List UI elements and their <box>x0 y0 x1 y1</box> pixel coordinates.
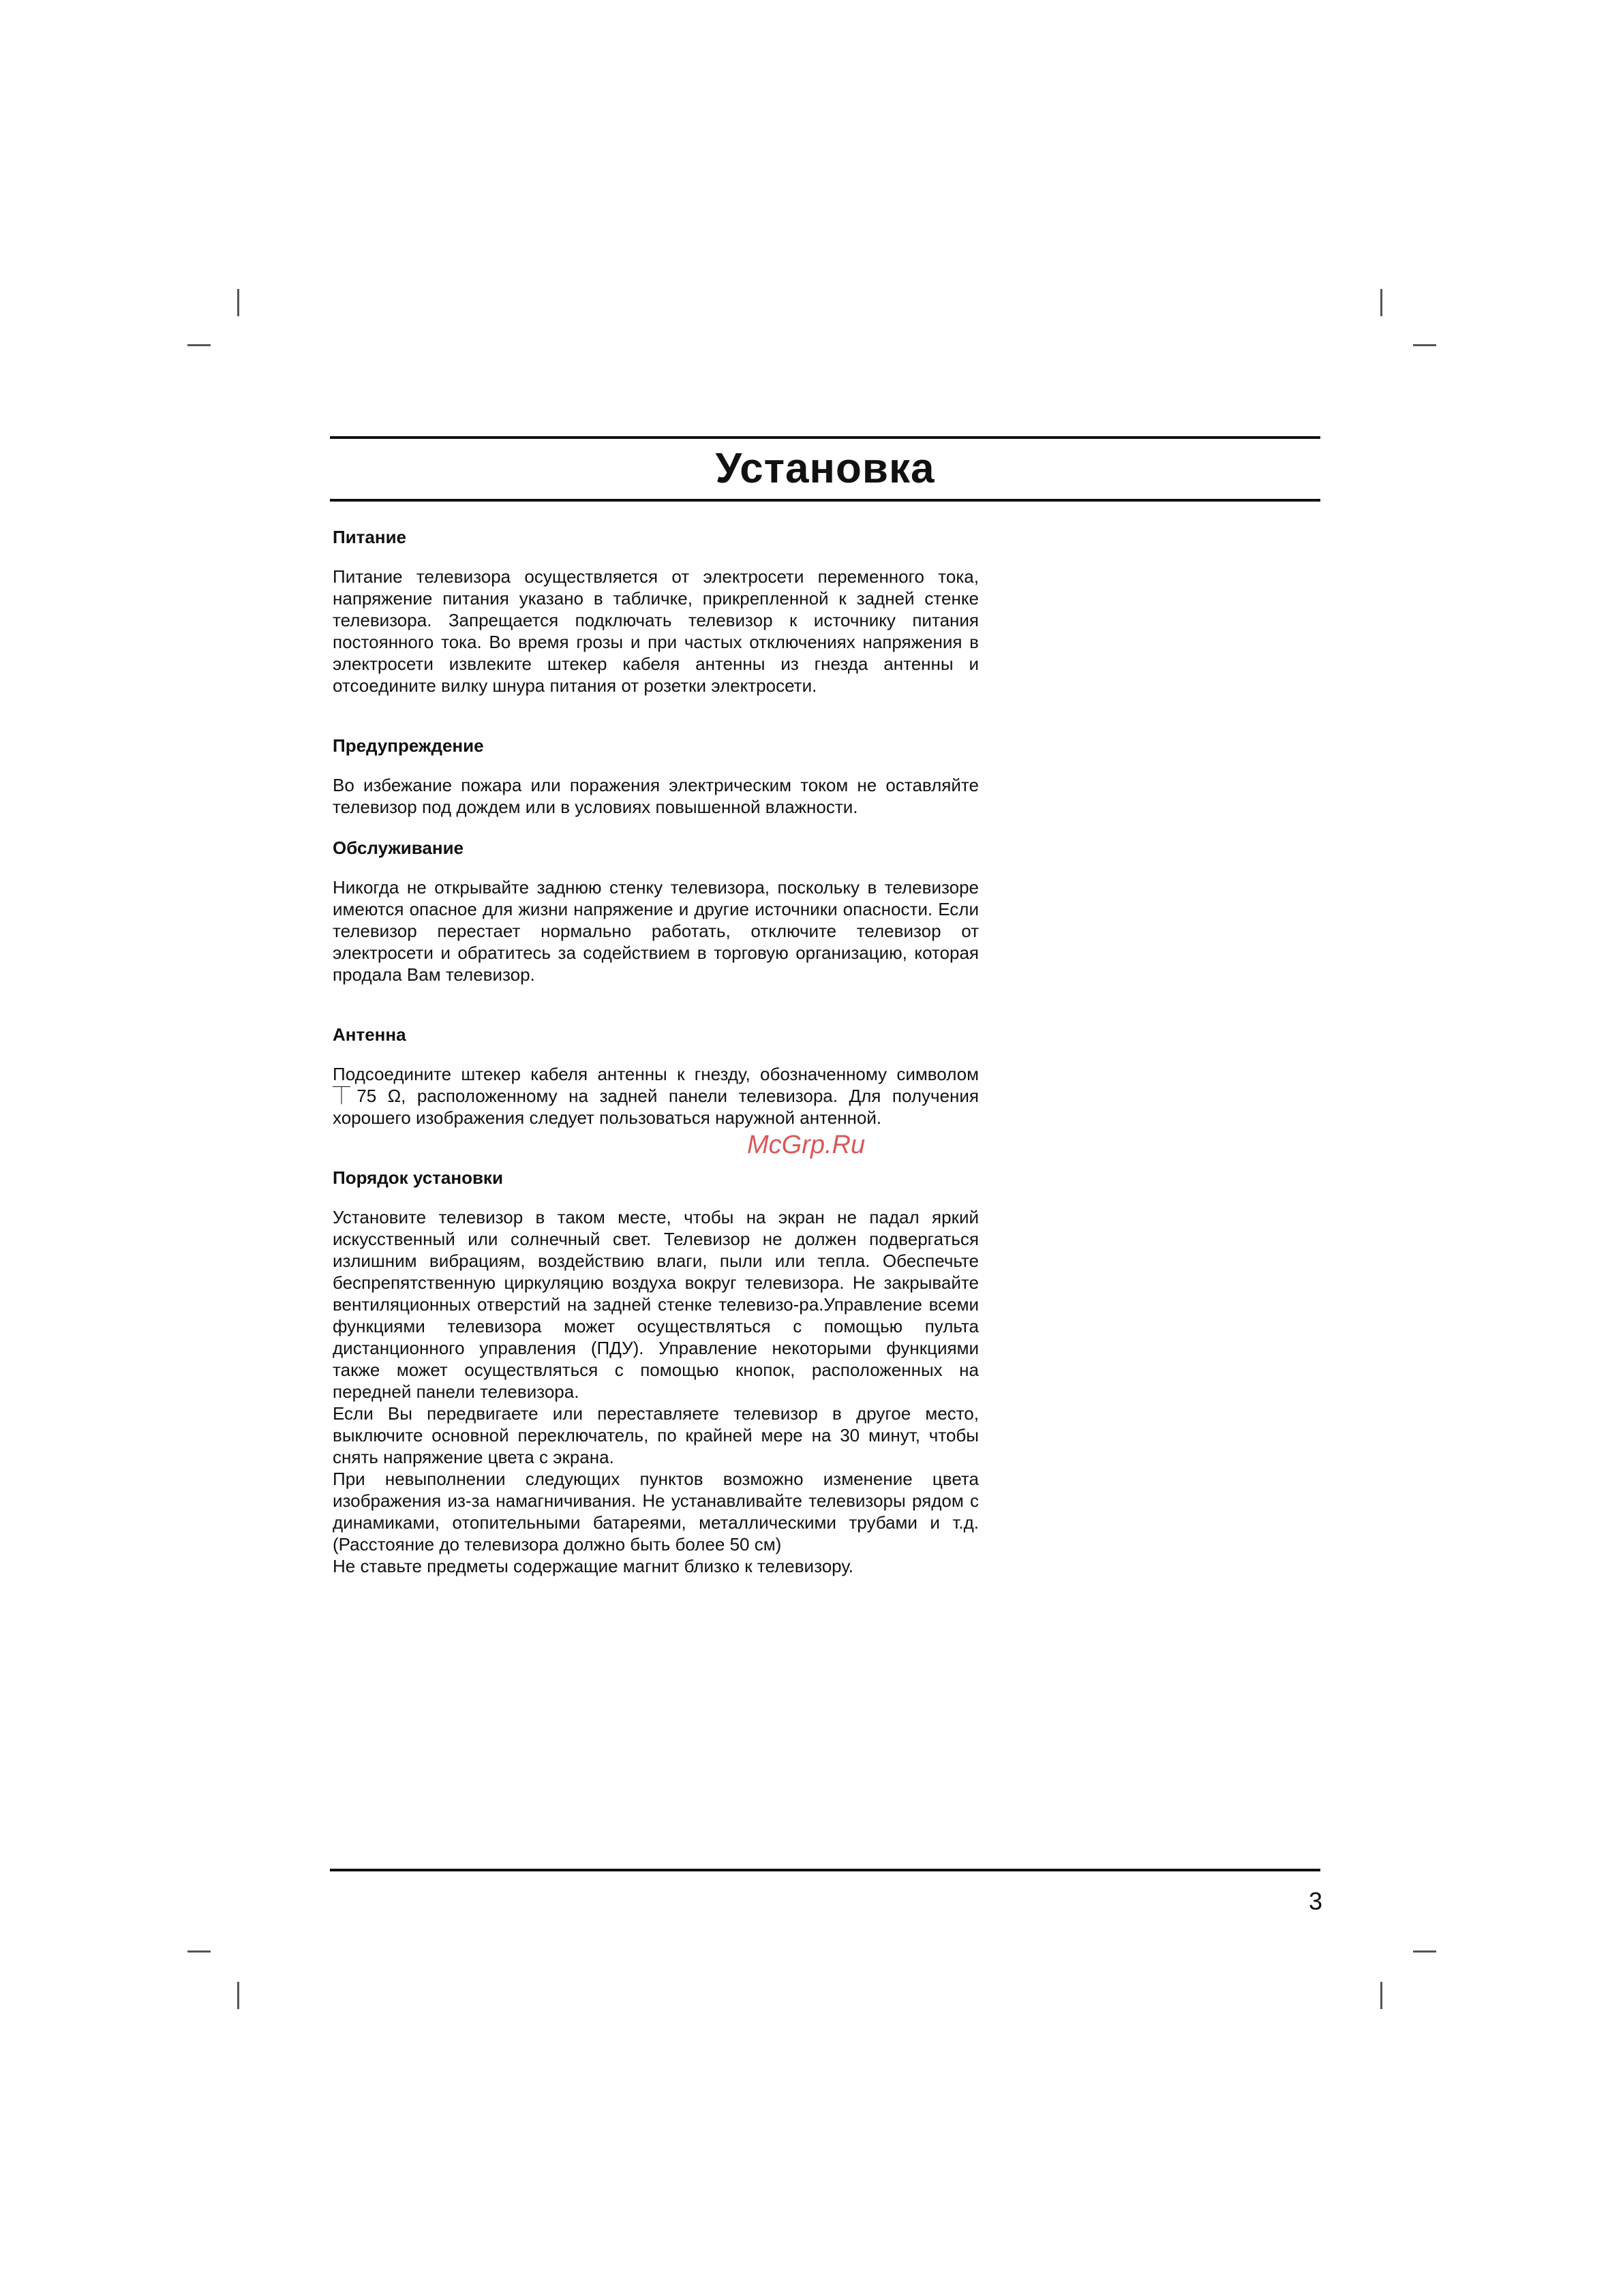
footer-rule <box>330 1869 1320 1871</box>
section-heading: Антенна <box>333 1024 406 1045</box>
section-text: При невыполнении следующих пунктов возможно изменение цвета изображения из-за намагничивания. Не устанавливайте телевизоры рядом с динамиками, отопительными батареями, металлическими трубами и т.д. (Расстояние до телевизора должно быть более 50 см) <box>333 1469 979 1555</box>
crop-mark <box>1413 1950 1436 1953</box>
section-service <box>333 837 979 985</box>
section-power <box>333 526 979 697</box>
document-body <box>333 526 979 1577</box>
section-heading: Питание <box>333 527 407 547</box>
crop-mark <box>237 289 239 316</box>
crop-mark <box>187 344 211 346</box>
watermark: McGrp.Ru <box>747 1131 866 1159</box>
section-text: Не ставьте предметы содержащие магнит близко к телевизору. <box>333 1556 853 1576</box>
header-rule-bottom <box>330 499 1320 502</box>
crop-mark <box>187 1950 211 1953</box>
section-warning <box>333 735 979 818</box>
section-text: Если Вы передвигаете или переставляете телевизор в другое место, выключите основной переключатель, по крайней мере на 30 минут, чтобы снять напряжение цвета с экрана. <box>333 1403 979 1467</box>
section-text: Никогда не открывайте заднюю стенку телевизора, поскольку в телевизоре имеются опасное для жизни напряжение и другие источники опасности. Если телевизор перестает нормально работать, отключите телевизор от электросети и обратитесь за содействием в торговую организацию, которая продала Вам телевизор. <box>333 877 979 985</box>
page-title: Установка <box>715 445 935 492</box>
crop-mark <box>1413 344 1436 346</box>
section-text: Питание телевизора осуществляется от электросети переменного тока, напряжение питания указано в табличке, прикрепленной к задней стенке телевизора. Запрещается подключать телевизор к источнику питания постоянного тока. Во время грозы и при частых отключениях напряжения в электросети извлеките штекер кабеля антенны из гнезда антенны и отсоедините вилку шнура питания от розетки электросети. <box>333 566 979 696</box>
section-heading: Порядок установки <box>333 1167 503 1188</box>
crop-mark <box>237 1982 239 2009</box>
section-heading: Предупреждение <box>333 735 484 756</box>
page-number: 3 <box>1308 1887 1322 1915</box>
section-text: Установите телевизор в таком месте, чтобы на экран не падал яркий искусственный или солнечный свет. Телевизор не должен подвергаться излишним вибрациям, воздействию влаги, пыли или тепла. Обеспечьте беспрепятственную циркуляцию воздуха вокруг телевизора. Не закрывайте вентиляционных отверстий на задней стенке телевизо-ра.Управление всеми функциями телевизора может осуществляться с помощью пульта дистанционного управления (ПДУ). Управление некоторыми функциями также может осуществляться с помощью кнопок, расположенных на передней панели телевизора. <box>333 1207 979 1402</box>
section-heading: Обслуживание <box>333 838 464 858</box>
crop-mark <box>1380 1982 1382 2009</box>
section-text: Подсоедините штекер кабеля антенны к гнезду, обозначенному символом ⏉75 Ω, расположенному на задней панели телевизора. Для получения хорошего изображения следует пользоваться наружной антенной. <box>333 1064 979 1128</box>
crop-mark <box>1380 289 1382 316</box>
section-text: Во избежание пожара или поражения электрическим током не оставляйте телевизор под дождем или в условиях повышенной влажности. <box>333 775 979 817</box>
section-antenna <box>333 1024 979 1129</box>
section-installation <box>333 1167 979 1577</box>
